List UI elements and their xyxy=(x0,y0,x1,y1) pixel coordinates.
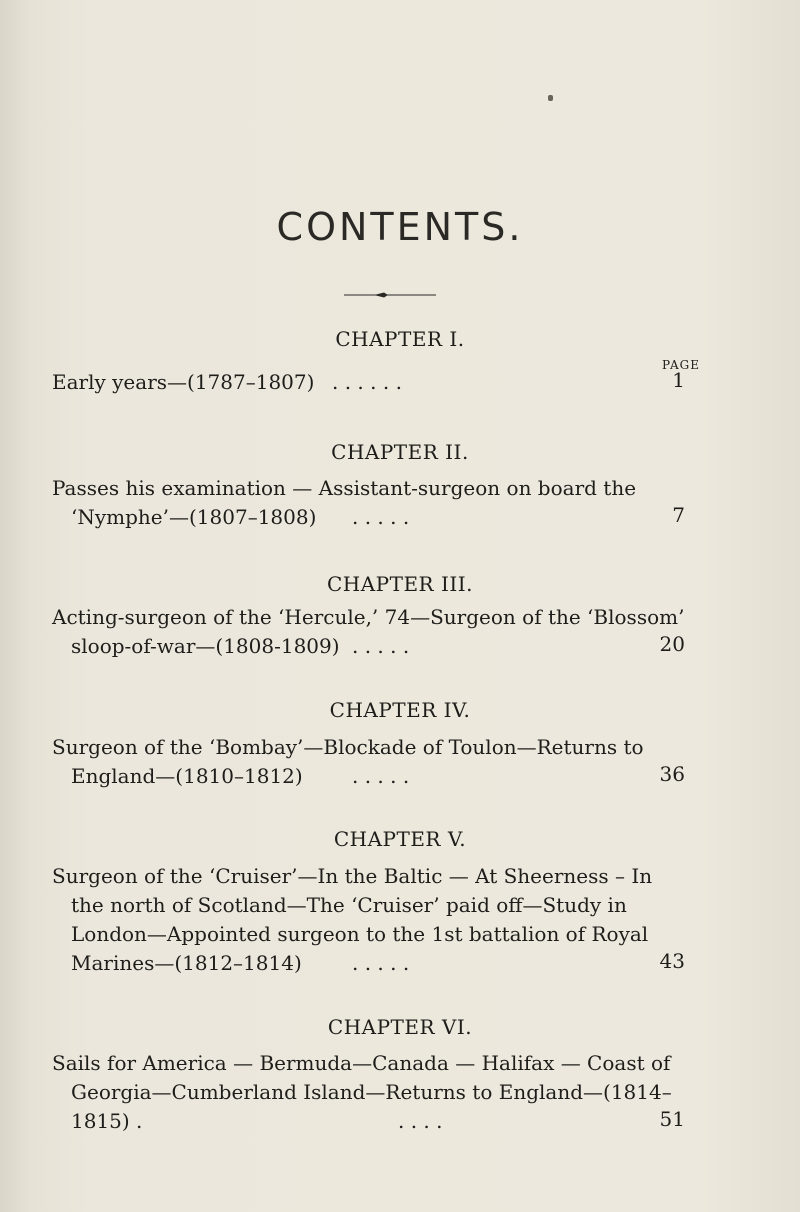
entry-text: sloop-of-war—(1808-1809) xyxy=(71,634,340,658)
title-rule-ornament xyxy=(344,290,436,300)
entry-line xyxy=(52,632,652,661)
chapter-entry[interactable] xyxy=(52,368,652,397)
entry-line: London—Appointed surgeon to the 1st battalion of Royal xyxy=(71,922,649,946)
leader-dots: . . . . . xyxy=(352,634,410,658)
leader-dots: . . . . . . xyxy=(332,370,402,394)
leader-dots: . . . . . xyxy=(352,951,410,975)
leader-dots: . . . . . xyxy=(352,505,410,529)
entry-text: ‘Nymphe’—(1807–1808) xyxy=(71,505,317,529)
chapter-heading: CHAPTER IV. xyxy=(329,698,471,722)
chapter-heading: CHAPTER III. xyxy=(326,572,474,596)
page-title: CONTENTS. xyxy=(276,205,524,249)
entry-line xyxy=(52,762,652,791)
page-number[interactable]: 1 xyxy=(672,368,685,392)
entry-line: Sails for America — Bermuda—Canada — Halifax — Coast of xyxy=(52,1051,671,1075)
chapter-entry[interactable] xyxy=(52,862,652,978)
entry-line: Surgeon of the ‘Bombay’—Blockade of Toulon—Returns to xyxy=(52,735,644,759)
entry-text: Early years—(1787–1807) xyxy=(52,370,315,394)
page-number[interactable]: 51 xyxy=(659,1107,685,1131)
chapter-entry[interactable] xyxy=(52,474,652,532)
page-number[interactable]: 7 xyxy=(672,503,685,527)
ink-speck xyxy=(548,95,553,101)
page-column-label: PAGE xyxy=(662,358,700,372)
chapter-heading: CHAPTER II. xyxy=(331,440,469,464)
entry-text: 1815) . xyxy=(71,1109,143,1133)
leader-dots: . . . . xyxy=(398,1109,443,1133)
page-number[interactable]: 36 xyxy=(659,762,685,786)
chapter-heading: CHAPTER VI. xyxy=(327,1015,473,1039)
entry-line xyxy=(52,368,652,397)
entry-line: Acting-surgeon of the ‘Hercule,’ 74—Surgeon of the ‘Blossom’ xyxy=(52,605,685,629)
entry-line: Surgeon of the ‘Cruiser’—In the Baltic — At Sheerness – In xyxy=(52,864,653,888)
leader-dots: . . . . . xyxy=(352,764,410,788)
page-number[interactable]: 43 xyxy=(659,949,685,973)
chapter-heading: CHAPTER V. xyxy=(333,827,467,851)
entry-line: Passes his examination — Assistant-surgeon on board the xyxy=(52,476,637,500)
chapter-heading: CHAPTER I. xyxy=(335,327,465,351)
entry-line: Georgia—Cumberland Island—Returns to England—(1814– xyxy=(71,1080,672,1104)
entry-line xyxy=(52,1107,652,1136)
chapter-entry[interactable] xyxy=(52,733,652,791)
page-number[interactable]: 20 xyxy=(659,632,685,656)
entry-text: England—(1810–1812) xyxy=(71,764,303,788)
entry-line xyxy=(52,949,652,978)
entry-line xyxy=(52,503,652,532)
entry-line: the north of Scotland—The ‘Cruiser’ paid off—Study in xyxy=(71,893,627,917)
entry-text: Marines—(1812–1814) xyxy=(71,951,302,975)
